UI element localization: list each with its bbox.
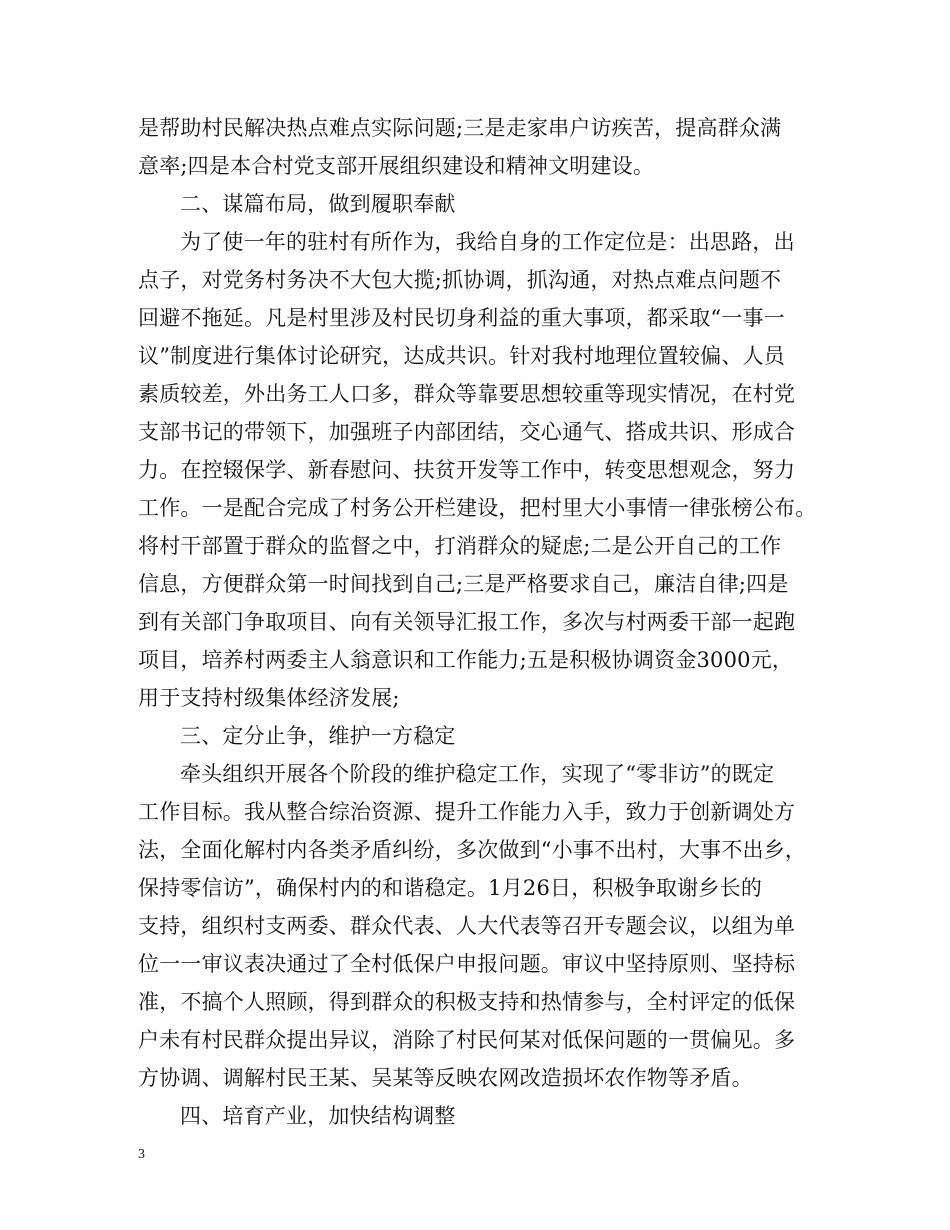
paragraph-first-line: 为了使一年的驻村有所作为，我给自身的工作定位是：出思路，出 (180, 230, 795, 254)
body-line: 力。在控辍保学、新春慰问、扶贫开发等工作中，转变思想观念，努力 (138, 458, 796, 482)
body-line: 工作目标。我从整合综治资源、提升工作能力入手，致力于创新调处方 (138, 800, 796, 824)
body-line: 法，全面化解村内各类矛盾纠纷，多次做到“小事不出村，大事不出乡， (138, 838, 807, 862)
body-line: 项目，培养村两委主人翁意识和工作能力;五是积极协调资金3000元， (138, 648, 794, 672)
section-heading: 四、培育产业，加快结构调整 (180, 1104, 456, 1128)
body-line: 支持，组织村支两委、群众代表、人大代表等召开专题会议，以组为单 (138, 914, 796, 938)
body-line: 保持零信访”，确保村内的和谐稳定。1月26日，积极争取谢乡长的 (138, 876, 763, 900)
body-line: 户未有村民群众提出异议，消除了村民何某对低保问题的一贯偏见。多 (138, 1028, 796, 1052)
body-line: 回避不拖延。凡是村里涉及村民切身利益的重大事项，都采取“一事一 (138, 306, 785, 330)
body-line: 用于支持村级集体经济发展; (138, 686, 400, 710)
body-line: 点子，对党务村务决不大包大揽;抓协调，抓沟通，对热点难点问题不 (138, 268, 782, 292)
body-line: 位一一审议表决通过了全村低保户申报问题。审议中坚持原则、坚持标 (138, 952, 796, 976)
section-heading: 三、定分止争，维护一方稳定 (180, 724, 456, 748)
section-heading: 二、谋篇布局，做到履职奉献 (180, 192, 456, 216)
body-line: 素质较差，外出务工人口多，群众等靠要思想较重等现实情况，在村党 (138, 382, 796, 406)
body-line: 将村干部置于群众的监督之中，打消群众的疑虑;二是公开自己的工作 (138, 534, 782, 558)
body-line: 议”制度进行集体讨论研究，达成共识。针对我村地理位置较偏、人员 (138, 344, 785, 368)
body-line: 是帮助村民解决热点难点实际问题;三是走家串户访疾苦，提高群众满 (138, 116, 782, 140)
body-line: 支部书记的带领下，加强班子内部团结，交心通气、搭成共识、形成合 (138, 420, 796, 444)
paragraph-first-line: 牵头组织开展各个阶段的维护稳定工作，实现了“零非访”的既定 (180, 762, 775, 786)
body-line: 信息，方便群众第一时间找到自己;三是严格要求自己，廉洁自律;四是 (138, 572, 789, 596)
body-line: 准，不搞个人照顾，得到群众的积极支持和热情参与，全村评定的低保 (138, 990, 796, 1014)
page-number: 3 (138, 1147, 145, 1162)
body-line: 到有关部门争取项目、向有关领导汇报工作，多次与村两委干部一起跑 (138, 610, 796, 634)
body-line: 方协调、调解村民王某、吴某等反映农网改造损坏农作物等矛盾。 (138, 1066, 753, 1090)
body-line: 意率;四是本合村党支部开展组织建设和精神文明建设。 (138, 154, 655, 178)
body-line: 工作。一是配合完成了村务公开栏建设，把村里大小事情一律张榜公布。 (138, 496, 817, 520)
